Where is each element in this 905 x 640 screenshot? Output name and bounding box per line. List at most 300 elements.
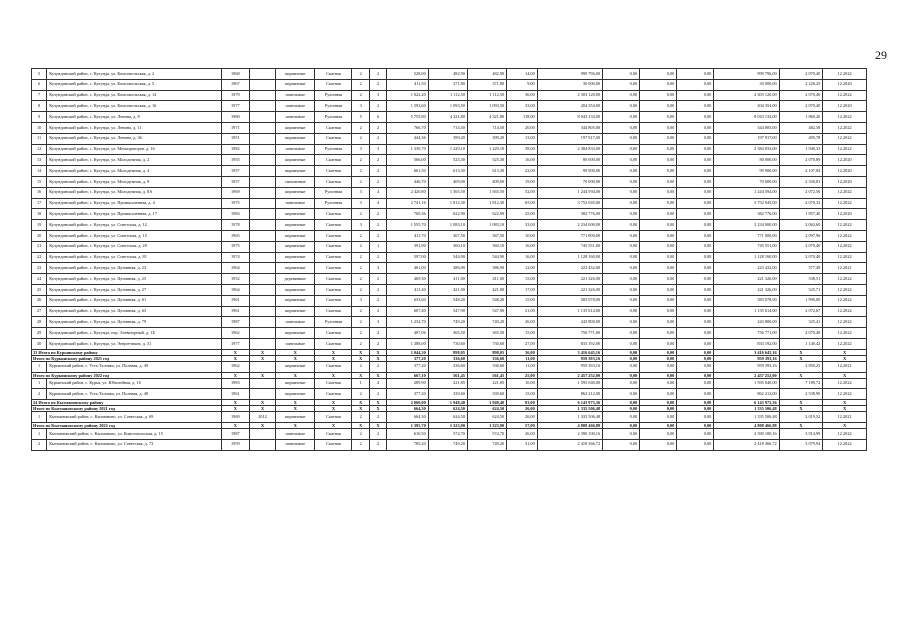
table-cell: 99 900,00 [537,166,602,177]
table-cell: 3 [352,187,369,198]
table-cell: 0,00 [603,187,640,198]
summary-cell: 1 323,90 [467,422,506,428]
table-cell [249,284,275,295]
table-cell: 482,58 [779,122,823,133]
table-cell: 1961 [221,295,249,306]
table-cell [249,198,275,209]
summary-cell: X [315,400,352,406]
summary-cell: X [352,349,369,355]
table-cell: 1959 [221,439,249,450]
table-cell: 33,00 [507,220,538,231]
summary-cell: 336,60 [467,355,506,361]
summary-cell: 1 948,40 [428,400,467,406]
address-cell: Кулундинский район, с. Кулунда, ул. Энергетиков, д. 31 [47,338,221,349]
table-cell: 0,00 [603,378,640,389]
table-cell: 3 752 045,00 [537,198,602,209]
table-cell: 325,41 [779,317,823,328]
table-cell: 1974 [221,252,249,263]
table-cell: 12.2021 [823,412,867,423]
summary-cell: 1 044,30 [387,349,428,355]
row-number: 20 [32,230,47,241]
table-row [32,220,867,231]
table-cell: Скатная [315,166,352,177]
table-row [32,241,867,252]
summary-cell: 561,45 [467,372,506,378]
table-cell: 1 112,50 [428,90,467,101]
table-cell: кирпичные [276,69,315,80]
table-cell: 0,00 [640,439,677,450]
table-cell: смешанные [276,176,315,187]
row-number: 6 [32,79,47,90]
table-row [32,263,867,274]
summary-cell: X [221,400,249,406]
table-cell: 622,90 [467,209,506,220]
table-cell: 421,00 [467,284,506,295]
table-cell: 495,78 [779,133,823,144]
row-number: 1 [32,361,47,372]
row-number: 19 [32,220,47,231]
summary-cell: 0,00 [640,355,677,361]
table-row [32,112,867,123]
address-cell: Кулундинский район, с. Кулунда, ул. Советская, д. 81 [47,252,221,263]
table-row [32,144,867,155]
table-cell: 0,00 [677,361,714,372]
summary-cell: 667,10 [387,372,428,378]
table-cell: 336,60 [467,361,506,372]
table-cell: 2 [352,166,369,177]
table-cell: 0,00 [640,306,677,317]
table-cell [249,328,275,339]
table-cell: 12.2020 [823,101,867,112]
table-cell [249,187,275,198]
table-cell: кирпичные [276,378,315,389]
table-cell: 3 [369,317,386,328]
table-cell: 0,00 [603,328,640,339]
table-cell: 7 189,72 [779,378,823,389]
table-cell: 223 432,00 [714,263,779,274]
table-cell: 12.2022 [823,69,867,80]
summary-cell: X [249,372,275,378]
table-cell: кирпичные [276,209,315,220]
summary-cell: X [315,372,352,378]
table-cell: 2 072,67 [779,306,823,317]
table-cell: 1 565,50 [428,187,467,198]
summary-cell: X [779,349,823,355]
table-cell: 2 [352,209,369,220]
table-cell: 0,00 [640,338,677,349]
table-cell: 1957 [221,166,249,177]
table-cell: 8 043 133,00 [714,112,779,123]
table-cell: 0,00 [677,122,714,133]
summary-cell: X [369,406,386,412]
table-cell: 377,20 [387,361,428,372]
table-cell: 12.2022 [823,133,867,144]
table-row [32,133,867,144]
table-cell: 0,00 [640,378,677,389]
table-cell: 0,00 [677,79,714,90]
table-cell: 959 393,16 [537,361,602,372]
table-cell: кирпичные [276,295,315,306]
table-cell: 386,90 [467,263,506,274]
table-cell: 547,90 [428,306,467,317]
row-number: 30 [32,338,47,349]
summary-cell: X [221,372,249,378]
table-cell: 30 000,00 [714,79,779,90]
table-cell: 0,00 [677,69,714,80]
table-cell: 0,00 [640,69,677,80]
table-cell: 1969 [221,412,249,423]
table-row [32,90,867,101]
table-cell: 2 [369,133,386,144]
summary-cell: 6 143 973,36 [714,400,779,406]
table-cell: 0,00 [677,295,714,306]
table-cell: 2 850,25 [779,361,823,372]
table-cell: кирпичные [276,155,315,166]
table-cell: 360,10 [428,241,467,252]
table-cell: 2 [369,101,386,112]
table-cell: 407,06 [387,328,428,339]
summary-cell: 0,00 [603,372,640,378]
table-cell: 766,70 [387,122,428,133]
table-cell: 0,00 [677,378,714,389]
table-cell: Скатная [315,155,352,166]
table-row [32,198,867,209]
table-cell: 1952 [221,274,249,285]
table-cell: 0,00 [603,295,640,306]
table-cell: 544,90 [467,252,506,263]
table-cell: 1962 [221,361,249,372]
table-cell: 0,00 [640,101,677,112]
table-cell: 2 [352,338,369,349]
table-cell: 1 335 506,48 [714,412,779,423]
table-cell: 566,00 [387,155,428,166]
summary-cell: X [276,349,315,355]
table-row [32,252,867,263]
table-cell: Скатная [315,252,352,263]
table-cell: панельные [276,90,315,101]
table-cell: панельные [276,144,315,155]
table-cell: Рулонная [315,198,352,209]
table-cell: 2 303 120,00 [714,90,779,101]
table-cell: Скатная [315,306,352,317]
table-cell: кирпичные [276,122,315,133]
table-cell: 2 070,32 [779,198,823,209]
table-cell: 15,00 [507,295,538,306]
table-cell: панельные [276,198,315,209]
summary-cell: X [249,400,275,406]
table-cell: 1977 [221,338,249,349]
table-cell: 0,00 [677,166,714,177]
table-cell: 365,50 [467,328,506,339]
table-cell: 12.2022 [823,274,867,285]
address-cell: Кулундинский район, с. Кулунда, ул. Целинная, д. 27 [47,284,221,295]
address-cell: Кулундинский район, с. Кулунда, ул. Молодежная, д. 8 [47,176,221,187]
table-cell: 1 093,50 [467,101,506,112]
address-cell: Кулундинский район, с. Кулунда, ул. Комсомольская, д. 16 [47,101,221,112]
table-cell [249,439,275,450]
table-cell: 2 [352,361,369,372]
table-cell: 0,00 [677,412,714,423]
table-cell: 16,00 [507,241,538,252]
table-cell: 2 [369,122,386,133]
table-cell: Рулонная [315,144,352,155]
row-number: 23 [32,263,47,274]
table-cell: 70 000,00 [714,176,779,187]
table-cell: 749,20 [467,317,506,328]
table-cell: 574,70 [428,428,467,439]
address-cell: Кулундинский район, с. Кулунда, ул. Молодежная, д. 4 [47,166,221,177]
table-row [32,176,867,187]
table-cell: 0,00 [603,338,640,349]
table-cell [249,112,275,123]
row-number: 2 [32,439,47,450]
table-cell: 1 244 594,00 [537,187,602,198]
table-cell: 0,00 [603,241,640,252]
table-cell: 2 [369,306,386,317]
table-cell: 862 212,00 [714,389,779,400]
table-cell: 2 [352,439,369,450]
table-row [32,187,867,198]
table-cell: 344 805,00 [537,122,602,133]
table-cell: 2 [352,122,369,133]
table-cell: 0,00 [640,209,677,220]
table-cell: 52,00 [507,187,538,198]
table-cell: 4 321,80 [467,112,506,123]
table-cell: 2 [369,284,386,295]
table-cell: 339,60 [467,389,506,400]
table-row [32,274,867,285]
summary-cell: X [823,372,867,378]
summary-cell: 1 948,40 [467,400,506,406]
table-row [32,284,867,295]
table-cell: Скатная [315,79,352,90]
address-cell: Кулундинский район, с. Кулунда, ул. Молодежная, д. 2 [47,155,221,166]
table-cell: 26,00 [507,428,538,439]
table-cell: 3 [369,144,386,155]
table-cell: 12.2022 [823,306,867,317]
table-cell [249,209,275,220]
table-cell: 365,50 [428,328,467,339]
table-cell: 0,00 [640,122,677,133]
table-cell: 444,36 [387,133,428,144]
table-cell: Скатная [315,412,352,423]
table-cell: 1982 [221,144,249,155]
table-cell: 528,00 [387,69,428,80]
table-cell: 1 [369,241,386,252]
summary-cell: 2 060,00 [387,400,428,406]
table-row [32,79,867,90]
table-cell: Скатная [315,263,352,274]
table-cell: 2 [369,176,386,187]
table-cell: 771 000,00 [714,230,779,241]
table-cell: 12.2022 [823,284,867,295]
summary-cell: 0,00 [677,349,714,355]
table-cell: 2 226,25 [779,79,823,90]
table-cell: 12.2022 [823,428,867,439]
table-cell: 0,00 [677,155,714,166]
table-cell: панельные [276,317,315,328]
table-cell: 1 135 614,00 [714,306,779,317]
table-cell: 12.2020 [823,155,867,166]
table-cell: 1951 [221,133,249,144]
summary-cell: 0,00 [677,400,714,406]
table-cell: 0,00 [677,112,714,123]
table-cell: 10,00 [507,230,538,241]
table-cell: 3 [352,198,369,209]
table-cell: 756 771,00 [537,328,602,339]
table-cell: 2 107,84 [779,166,823,177]
summary-cell: 0,00 [677,422,714,428]
summary-cell: X [779,355,823,361]
summary-cell: 0,00 [640,349,677,355]
table-cell: 1 128 160,00 [714,252,779,263]
table-cell: 0,00 [603,166,640,177]
table-cell: 0,00 [603,361,640,372]
table-cell: 2 [352,230,369,241]
table-cell: 1 093,50 [428,101,467,112]
summary-label: Итого по Кытмановскому району 2022 год [32,422,222,428]
address-cell: Кулундинский район, с. Кулунда, ул. Советская, д. 15 [47,230,221,241]
summary-cell: 57,00 [507,422,538,428]
table-cell: 577,49 [779,263,823,274]
table-cell: 1 244 594,00 [714,187,779,198]
table-cell: 12.2022 [823,220,867,231]
table-cell: 20,00 [507,122,538,133]
row-number: 29 [32,328,47,339]
table-cell: 0,00 [677,328,714,339]
table-cell: 548,20 [467,295,506,306]
table-cell: 3 [352,101,369,112]
table-cell: 771 000,00 [537,230,602,241]
table-cell: 0,00 [677,274,714,285]
table-cell: 0,00 [640,198,677,209]
table-cell: 1 232,70 [387,317,428,328]
summary-cell: 959 393,16 [537,355,602,361]
table-cell: 1987 [221,428,249,439]
summary-cell: X [315,355,352,361]
table-cell: 399,20 [467,133,506,144]
summary-cell: X [249,355,275,361]
table-cell: 10,00 [507,378,538,389]
table-cell: 30 000,00 [537,79,602,90]
table-cell: 12.2022 [823,241,867,252]
row-number: 26 [32,295,47,306]
table-cell: 1961 [221,306,249,317]
summary-cell: X [249,406,275,412]
table-cell: 547,90 [467,306,506,317]
table-cell: кирпичные [276,220,315,231]
row-number: 25 [32,284,47,295]
row-number: 16 [32,187,47,198]
table-cell: 2 [352,155,369,166]
table-cell: 0,00 [677,144,714,155]
summary-cell: 25,00 [507,372,538,378]
table-cell: 0,00 [640,389,677,400]
address-cell: Курьинский район, с. Курья, ул. Юбилейная, д. 16 [47,378,221,389]
summary-cell: 3 416 645,16 [714,349,779,355]
address-cell: Кулундинский район, с. Кулунда, ул. Промышленная, д. 4 [47,198,221,209]
table-cell: 2 420,80 [387,187,428,198]
address-cell: Кулундинский район, с. Кулунда, ул. Целинная, д. 63 [47,306,221,317]
table-cell: 409,00 [428,176,467,187]
table-cell: 0,00 [603,412,640,423]
table-cell: 399,20 [428,133,467,144]
summary-cell: X [369,372,386,378]
table-cell: 12.2021 [823,361,867,372]
table-cell: 2 072,56 [779,187,823,198]
table-cell: 221 326,00 [714,284,779,295]
address-cell: Кулундинский район, с. Кулунда, ул. Целинная, д. 79 [47,317,221,328]
table-cell: 243 800,00 [537,317,602,328]
table-cell: 2 [352,428,369,439]
table-cell: 12.2022 [823,328,867,339]
table-cell: 1 990,00 [779,295,823,306]
summary-cell: X [823,406,867,412]
summary-cell: X [315,422,352,428]
table-cell [249,361,275,372]
table-cell: 21,00 [507,306,538,317]
table-cell: 2 [369,209,386,220]
table-row [32,122,867,133]
table-cell: кирпичные [276,328,315,339]
table-cell: кирпичные [276,284,315,295]
table-cell: 99 900,00 [714,166,779,177]
table-cell: 382 776,00 [537,209,602,220]
table-cell: кирпичные [276,230,315,241]
table-cell: 411,40 [387,284,428,295]
table-cell: 391,90 [387,241,428,252]
table-cell: 12.2022 [823,198,867,209]
table-cell: 382 776,00 [714,209,779,220]
table-cell: 14,00 [507,69,538,80]
address-cell: Кулундинский район, с. Кулунда, ул. Ленина, д. 11 [47,122,221,133]
row-number: 22 [32,252,47,263]
table-cell: 0,00 [677,230,714,241]
table-cell: 377,20 [387,389,428,400]
summary-cell: 4 808 466,88 [714,422,779,428]
table-cell: 344 805,00 [714,122,779,133]
table-cell: Скатная [315,378,352,389]
table-cell: 633,60 [387,295,428,306]
table-cell: кирпичные [276,241,315,252]
table-cell: 622,90 [428,209,467,220]
table-cell: 2 [352,90,369,101]
table-cell: 714,50 [428,122,467,133]
table-cell: 1 229,10 [467,144,506,155]
table-cell: 367,50 [428,230,467,241]
table-cell: 2 [352,412,369,423]
table-cell: Скатная [315,389,352,400]
table-cell: 0,00 [640,328,677,339]
summary-cell: X [779,422,823,428]
table-cell: 386,90 [428,263,467,274]
table-cell: 12.2022 [823,317,867,328]
table-cell: 3 914,99 [779,428,823,439]
table-cell: 12,00 [507,263,538,274]
table-cell: 999 796,00 [537,69,602,80]
table-cell: 1968 [221,69,249,80]
summary-cell: 3 416 645,16 [537,349,602,355]
summary-cell: 0,00 [677,406,714,412]
table-cell: 0,00 [603,155,640,166]
table-cell: 1 940,31 [779,144,823,155]
table-cell: 0,00 [677,389,714,400]
summary-cell: 4 808 466,88 [537,422,602,428]
table-cell: 70 000,00 [537,176,602,187]
table-cell: 2 [352,241,369,252]
table-cell: 2 [352,263,369,274]
table-cell: кирпичные [276,133,315,144]
